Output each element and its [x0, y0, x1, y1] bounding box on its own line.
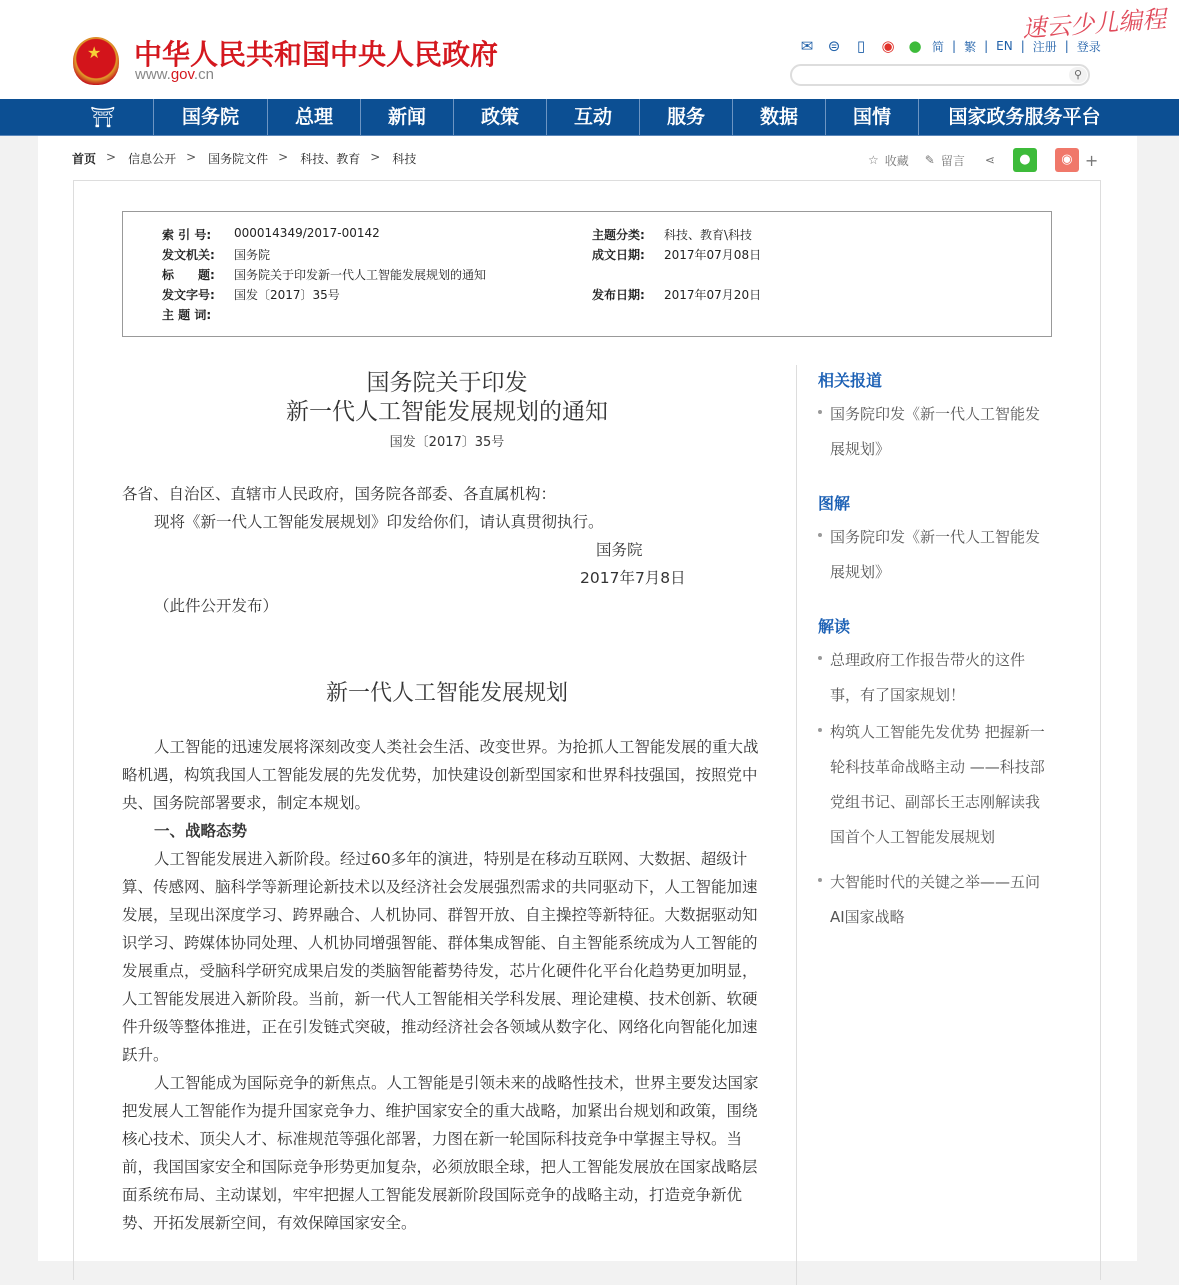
- meta-label: 索 引 号:: [162, 228, 212, 242]
- top-links: ✉ ⊜ ▯ ◉ ● 简 | 繁 | EN | 注册 | 登录: [797, 37, 1101, 55]
- breadcrumb-sci-edu[interactable]: 科技、教育: [300, 152, 361, 166]
- publish-note: （此件公开发布）: [154, 597, 279, 615]
- article-title-line2: 新一代人工智能发展规划的通知: [286, 399, 608, 425]
- sign-date: 2017年7月8日: [580, 569, 686, 587]
- graphic-heading[interactable]: 图解: [818, 494, 851, 513]
- paragraph: 人工智能的迅速发展将深刻改变人类社会生活、改变世界。为抢抓人工智能发展的重大战略机遇，构筑我国人工智能发展的先发优势，加快建设创新型国家和世界科技强国，按照党中央、国务院部署要求，制定本规划。: [122, 738, 759, 812]
- mobile-icon[interactable]: ▯: [856, 37, 866, 55]
- nav-data[interactable]: 数据: [732, 99, 825, 135]
- breadcrumb-home[interactable]: 首页: [72, 152, 97, 166]
- document-meta-table: [122, 211, 1052, 337]
- section-heading: 一、战略态势: [154, 822, 248, 840]
- breadcrumb: 首页 > 信息公开 > 国务院文件 > 科技、教育 > 科技: [72, 150, 417, 166]
- meta-published-date: 2017年07月20日: [664, 288, 762, 302]
- article-tools: [868, 148, 1098, 172]
- login-link[interactable]: 登录: [1076, 39, 1101, 54]
- nav-national-info[interactable]: 国情: [825, 99, 918, 135]
- column-divider: [796, 365, 797, 1285]
- meta-label: 发布日期:: [592, 288, 645, 302]
- meta-written-date: 2017年07月08日: [664, 248, 762, 262]
- weibo-share-icon[interactable]: ◉: [1055, 148, 1079, 172]
- search-input[interactable]: [790, 64, 1090, 86]
- related-reports-heading[interactable]: 相关报道: [818, 371, 883, 390]
- home-gate-icon[interactable]: ⛩: [90, 105, 116, 129]
- interpretation-link[interactable]: 大智能时代的关键之举——五问AI国家战略: [818, 865, 1048, 935]
- paragraph: 人工智能成为国际竞争的新焦点。人工智能是引领未来的战略性技术，世界主要发达国家把发展人工智能作为提升国家竞争力、维护国家安全的重大战略，加紧出台规划和政策，围绕核心技术、顶尖人才、标准规范等强化部署，力图在新一轮国际科技竞争中掌握主导权。当前，我国国家安全和国际竞争形势更加复杂，必须放眼全球，把人工智能发展放在国家战略层面系统布局、主动谋划，牢牢把握人工智能发展新阶段国际竞争的战略主动，打造竞争新优势、开拓发展新空间，有效保障国家安全。: [122, 1074, 759, 1232]
- favorite-button[interactable]: 收藏: [884, 153, 909, 168]
- comment-button[interactable]: 留言: [940, 153, 965, 168]
- article-title-line1: 国务院关于印发: [366, 370, 528, 396]
- meta-label: 发文机关:: [162, 248, 215, 262]
- breadcrumb-docs[interactable]: 国务院文件: [208, 152, 269, 166]
- interpretation-heading[interactable]: 解读: [818, 617, 851, 636]
- meta-docno: 国发〔2017〕35号: [234, 288, 340, 302]
- article-body: [122, 369, 772, 1237]
- nav-gov-service-platform[interactable]: 国家政务服务平台: [918, 99, 1130, 135]
- national-emblem-logo[interactable]: ★: [73, 37, 119, 85]
- meta-title: 国务院关于印发新一代人工智能发展规划的通知: [234, 268, 487, 282]
- wechat-icon[interactable]: ●: [908, 37, 922, 55]
- nav-state-council[interactable]: 国务院: [153, 99, 267, 135]
- graphic-link[interactable]: 国务院印发《新一代人工智能发展规划》: [818, 520, 1048, 590]
- interpretation-link[interactable]: 总理政府工作报告带火的这件事，有了国家规划！: [818, 643, 1048, 713]
- plan-title: 新一代人工智能发展规划: [325, 681, 568, 706]
- lang-english[interactable]: EN: [996, 39, 1013, 53]
- message-icon[interactable]: ⊜: [827, 37, 841, 55]
- content-box: [73, 180, 1101, 1280]
- meta-label: 主 题 词:: [162, 308, 212, 322]
- breadcrumb-sci[interactable]: 科技: [392, 152, 417, 166]
- meta-index: 000014349/2017-00142: [234, 226, 380, 240]
- main-container: [38, 136, 1137, 1261]
- meta-label: 标 题:: [162, 268, 215, 282]
- weibo-icon[interactable]: ◉: [881, 37, 895, 55]
- more-share-button[interactable]: +: [1084, 150, 1099, 170]
- pencil-icon[interactable]: ✎: [924, 153, 935, 167]
- related-link[interactable]: 国务院印发《新一代人工智能发展规划》: [818, 397, 1048, 467]
- paragraph: 人工智能发展进入新阶段。经过60多年的演进，特别是在移动互联网、大数据、超级计算、传感网、脑科学等新理论新技术以及经济社会发展强烈需求的共同驱动下，人工智能加速发展，呈现出深度学习、跨界融合、人机协同、群智开放、自主操控等新特征。大数据驱动知识学习、跨媒体协同处理、人机协同增强智能、群体集成智能、自主智能系统成为人工智能的发展重点，受脑科学研究成果启发的类脑智能蓄势待发，芯片化硬件化平台化趋势更加明显，人工智能发展进入新阶段。当前，新一代人工智能相关学科发展、理论建模、技术创新、软硬件升级等整体推进，正在引发链式突破，推动经济社会各领域从数字化、网络化向智能化加速跃升。: [122, 850, 758, 1064]
- meta-label: 成文日期:: [592, 248, 645, 262]
- sidebar: [818, 368, 1048, 959]
- breadcrumb-info[interactable]: 信息公开: [128, 152, 177, 166]
- meta-label: 主题分类:: [592, 228, 645, 242]
- interpretation-link[interactable]: 构筑人工智能先发优势 把握新一轮科技革命战略主动 ——科技部党组书记、副部长王志刚解读我国首个人工智能发展规划: [818, 715, 1048, 855]
- share-icon[interactable]: ⋖: [984, 153, 995, 167]
- meta-category: 科技、教育\科技: [664, 228, 753, 242]
- search-icon[interactable]: ⚲: [1069, 67, 1087, 83]
- star-icon[interactable]: ☆: [868, 153, 879, 167]
- notice-body: 现将《新一代人工智能发展规划》印发给你们，请认真贯彻执行。: [154, 513, 604, 531]
- site-header: [0, 0, 1179, 99]
- wechat-share-icon[interactable]: ●: [1013, 148, 1037, 172]
- site-title[interactable]: 中华人民共和国中央人民政府: [134, 38, 499, 71]
- meta-label: 发文字号:: [162, 288, 215, 302]
- nav-interaction[interactable]: 互动: [546, 99, 639, 135]
- site-url: www.gov.cn: [135, 66, 214, 83]
- nav-premier[interactable]: 总理: [267, 99, 360, 135]
- meta-issuer: 国务院: [234, 248, 271, 262]
- lang-traditional[interactable]: 繁: [964, 39, 977, 54]
- register-link[interactable]: 注册: [1032, 39, 1057, 54]
- nav-services[interactable]: 服务: [639, 99, 732, 135]
- article-docno: 国发〔2017〕35号: [389, 435, 505, 450]
- watermark-logo: 速云少儿编程: [1021, 5, 1167, 43]
- main-nav: [0, 99, 1179, 136]
- nav-news[interactable]: 新闻: [360, 99, 453, 135]
- nav-policy[interactable]: 政策: [453, 99, 546, 135]
- mail-icon[interactable]: ✉: [800, 37, 814, 55]
- signer: 国务院: [596, 541, 643, 559]
- lang-simplified[interactable]: 简: [932, 39, 945, 54]
- salutation: 各省、自治区、直辖市人民政府，国务院各部委、各直属机构：: [122, 485, 557, 503]
